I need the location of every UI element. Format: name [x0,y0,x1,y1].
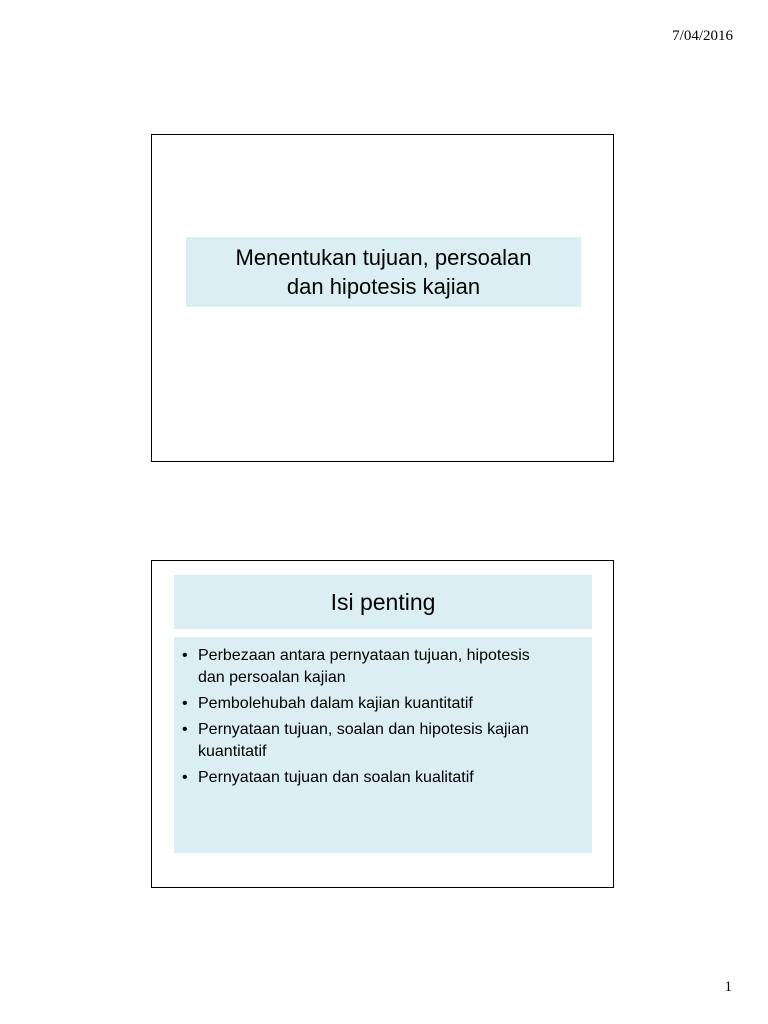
slide-1-title [236,243,532,301]
bullet-text [198,645,530,689]
bullet-text [198,693,473,715]
bullet-item [182,719,586,763]
slide-2-title-box [174,575,592,629]
slide-1-thumbnail [151,134,614,462]
bullet-text [198,767,474,789]
bullet-item [182,645,586,689]
bullet-list [182,645,586,789]
bullet-dot-icon: • [182,769,188,786]
bullet-text [198,719,529,763]
bullet-item [182,767,586,789]
bullet-dot-icon: • [182,647,188,664]
slide-1-title-line-1: Menentukan tujuan, persoalan [235,245,532,270]
slide-2-body-box [174,637,592,853]
header-date: 7/04/2016 [672,28,733,44]
bullet-text-line-1: Pembolehubah dalam kajian kuantitatif [198,695,473,712]
page-number: 1 [724,979,732,995]
bullet-text-line-2: dan persoalan kajian [198,669,346,686]
slide-1-title-box [186,237,581,307]
bullet-text-line-1: Perbezaan antara pernyataan tujuan, hipotesis [198,647,530,664]
bullet-text-line-1: Pernyataan tujuan dan soalan kualitatif [198,769,474,786]
bullet-dot-icon: • [182,721,188,738]
slide-2-title: Isi penting [330,588,436,615]
bullet-text-line-2: kuantitatif [198,743,267,760]
slide-2-thumbnail [151,560,614,888]
slide-1-title-line-2: dan hipotesis kajian [286,274,481,299]
bullet-dot-icon: • [182,695,188,712]
bullet-text-line-1: Pernyataan tujuan, soalan dan hipotesis kajian [198,721,529,738]
bullet-item [182,693,586,715]
